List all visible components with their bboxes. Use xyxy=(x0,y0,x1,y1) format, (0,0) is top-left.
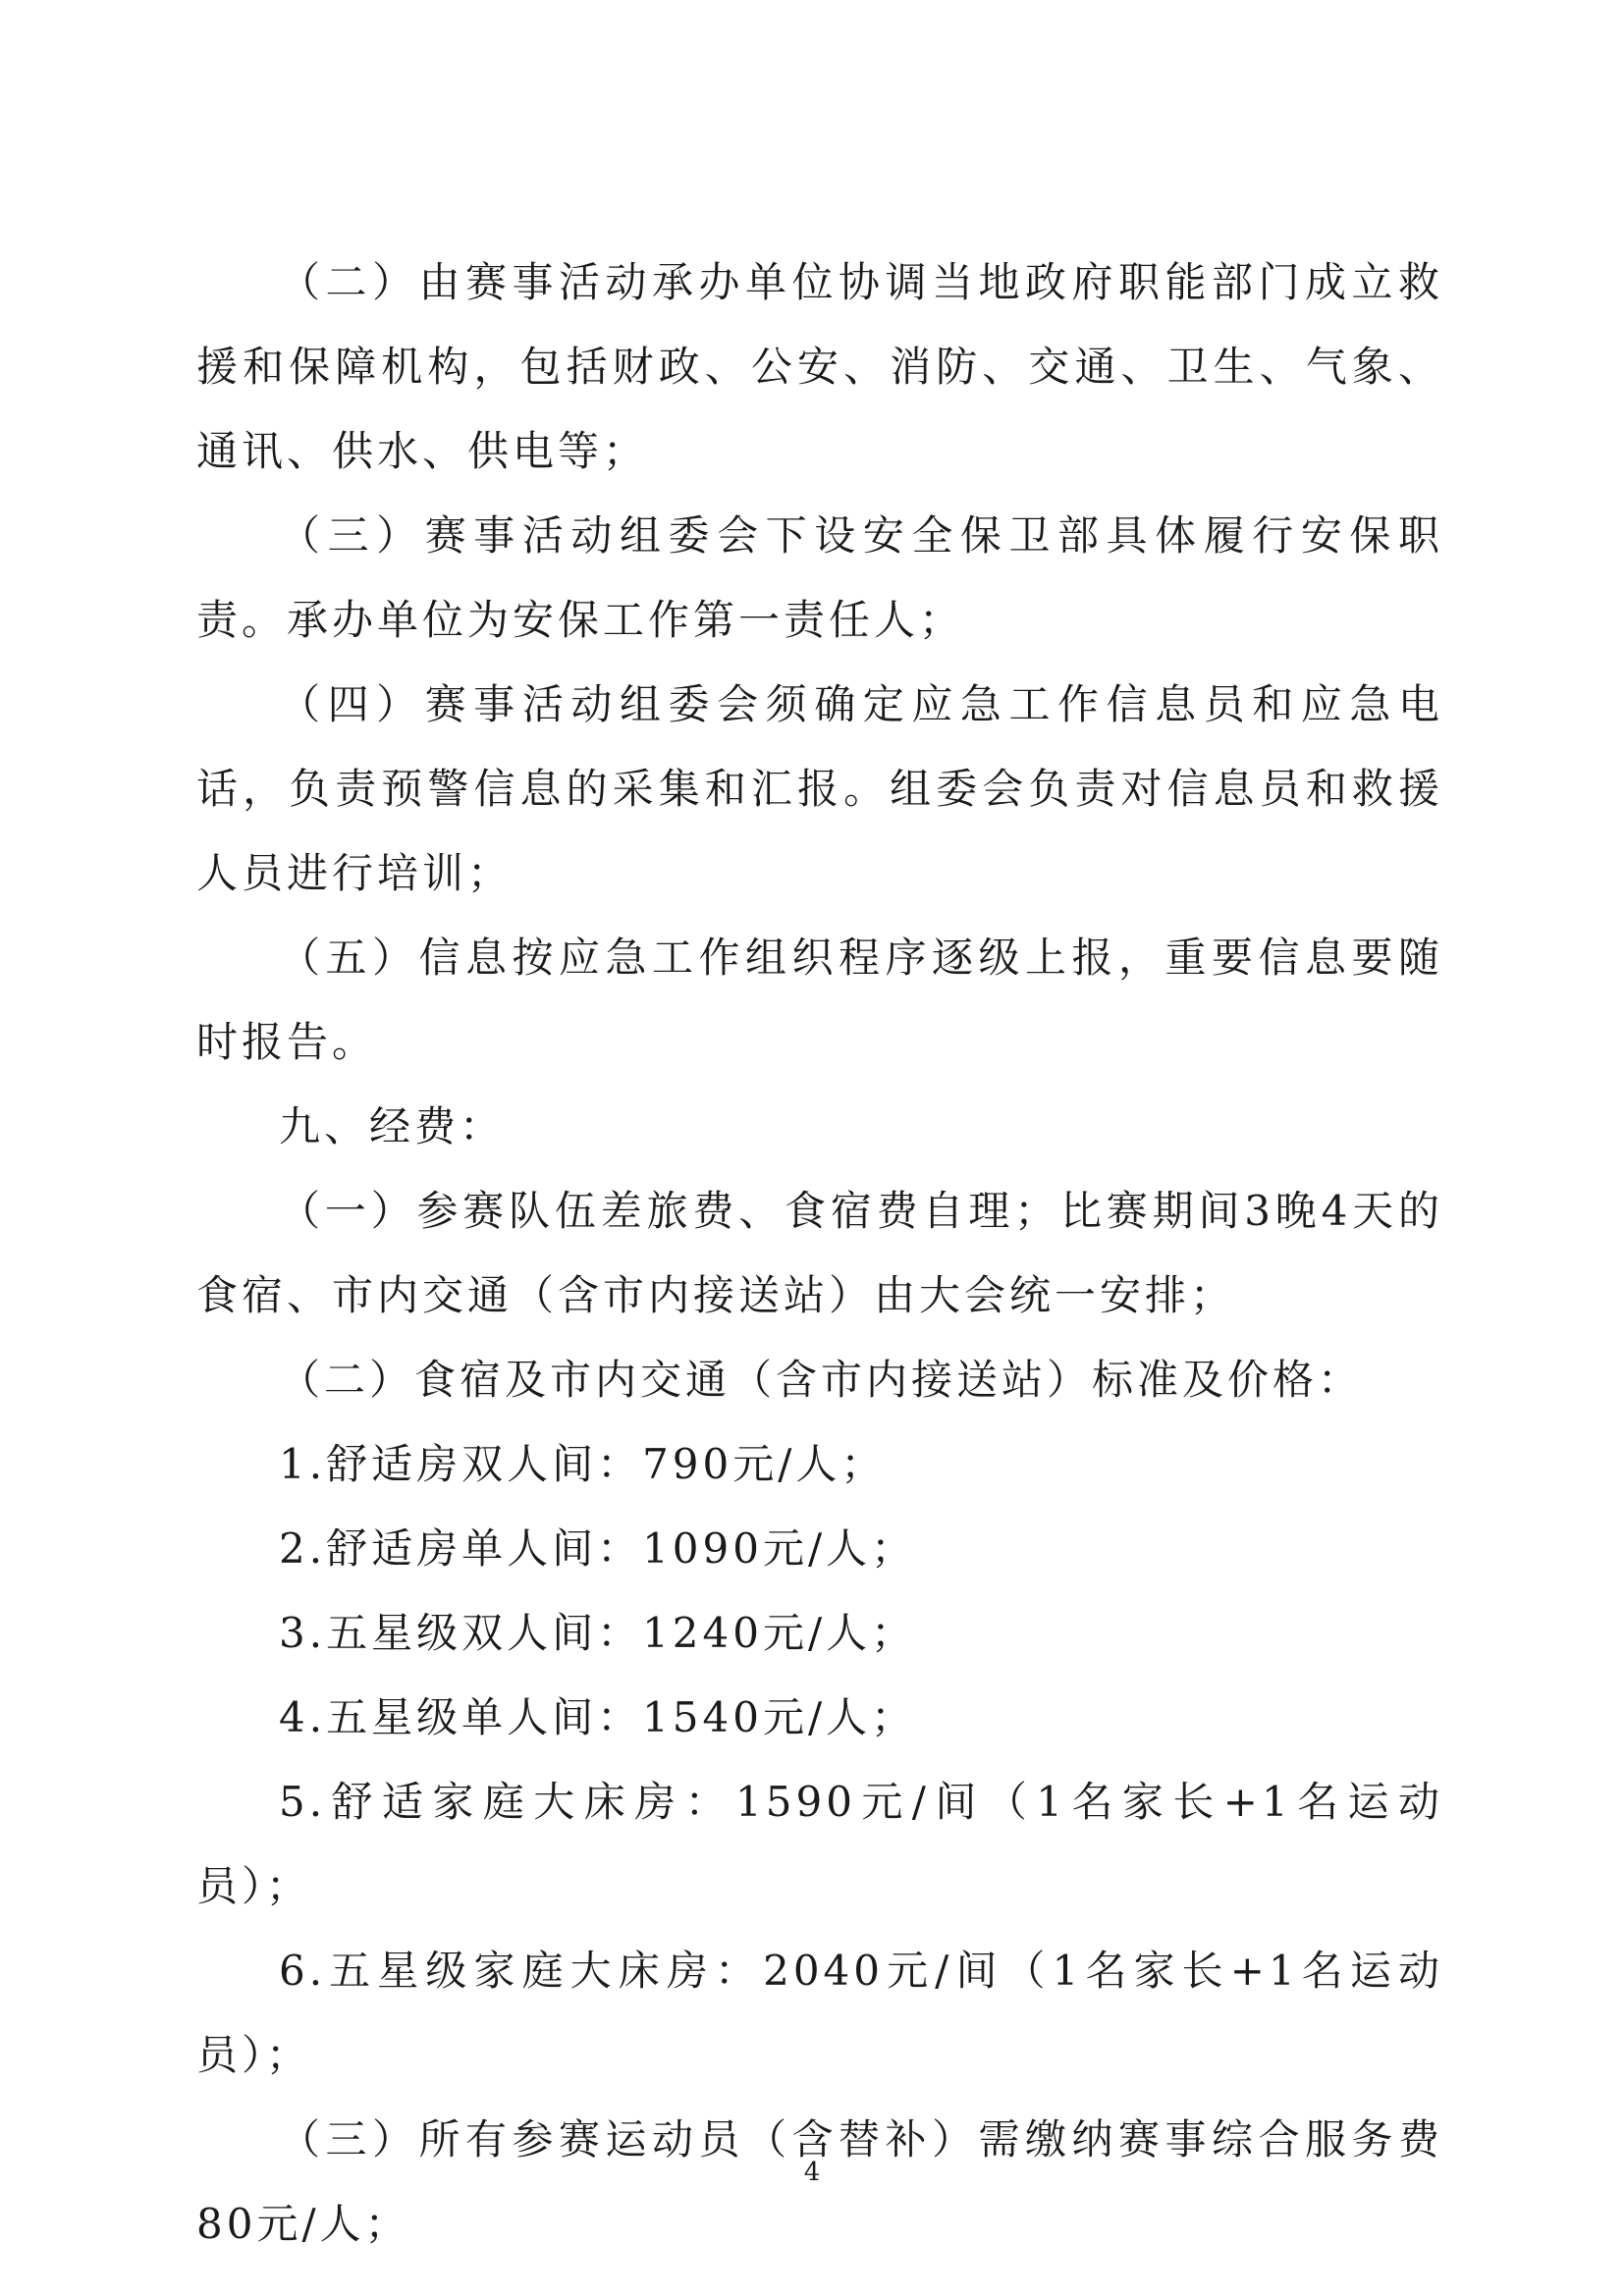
list-item-comfort-single: 2.舒适房单人间：1090元/人； xyxy=(279,1524,917,1573)
paragraph-price-standards: （二）食宿及市内交通（含市内接送站）标准及价格： xyxy=(279,1356,1364,1404)
paragraph-emergency-info: （四）赛事活动组委会须确定应急工作信息员和应急电话，负责预警信息的采集和汇报。组委会负责对信息员和救援人员进行培训； xyxy=(196,680,1443,897)
paragraph-service-fee: （三）所有参赛运动员（含替补）需缴纳赛事综合服务费80元/人； xyxy=(196,2115,1443,2248)
page-number: 4 xyxy=(803,2158,821,2187)
paragraph-report-procedure: （五）信息按应急工作组织程序逐级上报，重要信息要随时报告。 xyxy=(196,934,1443,1066)
section-heading-funding: 九、经费： xyxy=(279,1102,506,1150)
list-item-comfort-family: 5.舒适家庭大床房：1590元/间（1名家长+1名运动员）； xyxy=(196,1778,1443,1910)
list-item-five-star-twin: 3.五星级双人间：1240元/人； xyxy=(279,1609,917,1657)
document-body xyxy=(196,240,1443,2267)
paragraph-rescue-agency: （二）由赛事活动承办单位协调当地政府职能部门成立救援和保障机构，包括财政、公安、消防、交通、卫生、气象、通讯、供水、供电等； xyxy=(196,258,1443,475)
list-item-comfort-twin: 1.舒适房双人间：790元/人； xyxy=(279,1440,887,1488)
list-item-five-star-family: 6.五星级家庭大床房：2040元/间（1名家长+1名运动员）； xyxy=(196,1947,1443,2079)
paragraph-security-department: （三）赛事活动组委会下设安全保卫部具体履行安保职责。承办单位为安保工作第一责任人； xyxy=(196,511,1443,644)
paragraph-travel-expenses: （一）参赛队伍差旅费、食宿费自理；比赛期间3晚4天的食宿、市内交通（含市内接送站）由大会统一安排； xyxy=(196,1187,1443,1319)
list-item-five-star-single: 4.五星级单人间：1540元/人； xyxy=(279,1693,917,1741)
